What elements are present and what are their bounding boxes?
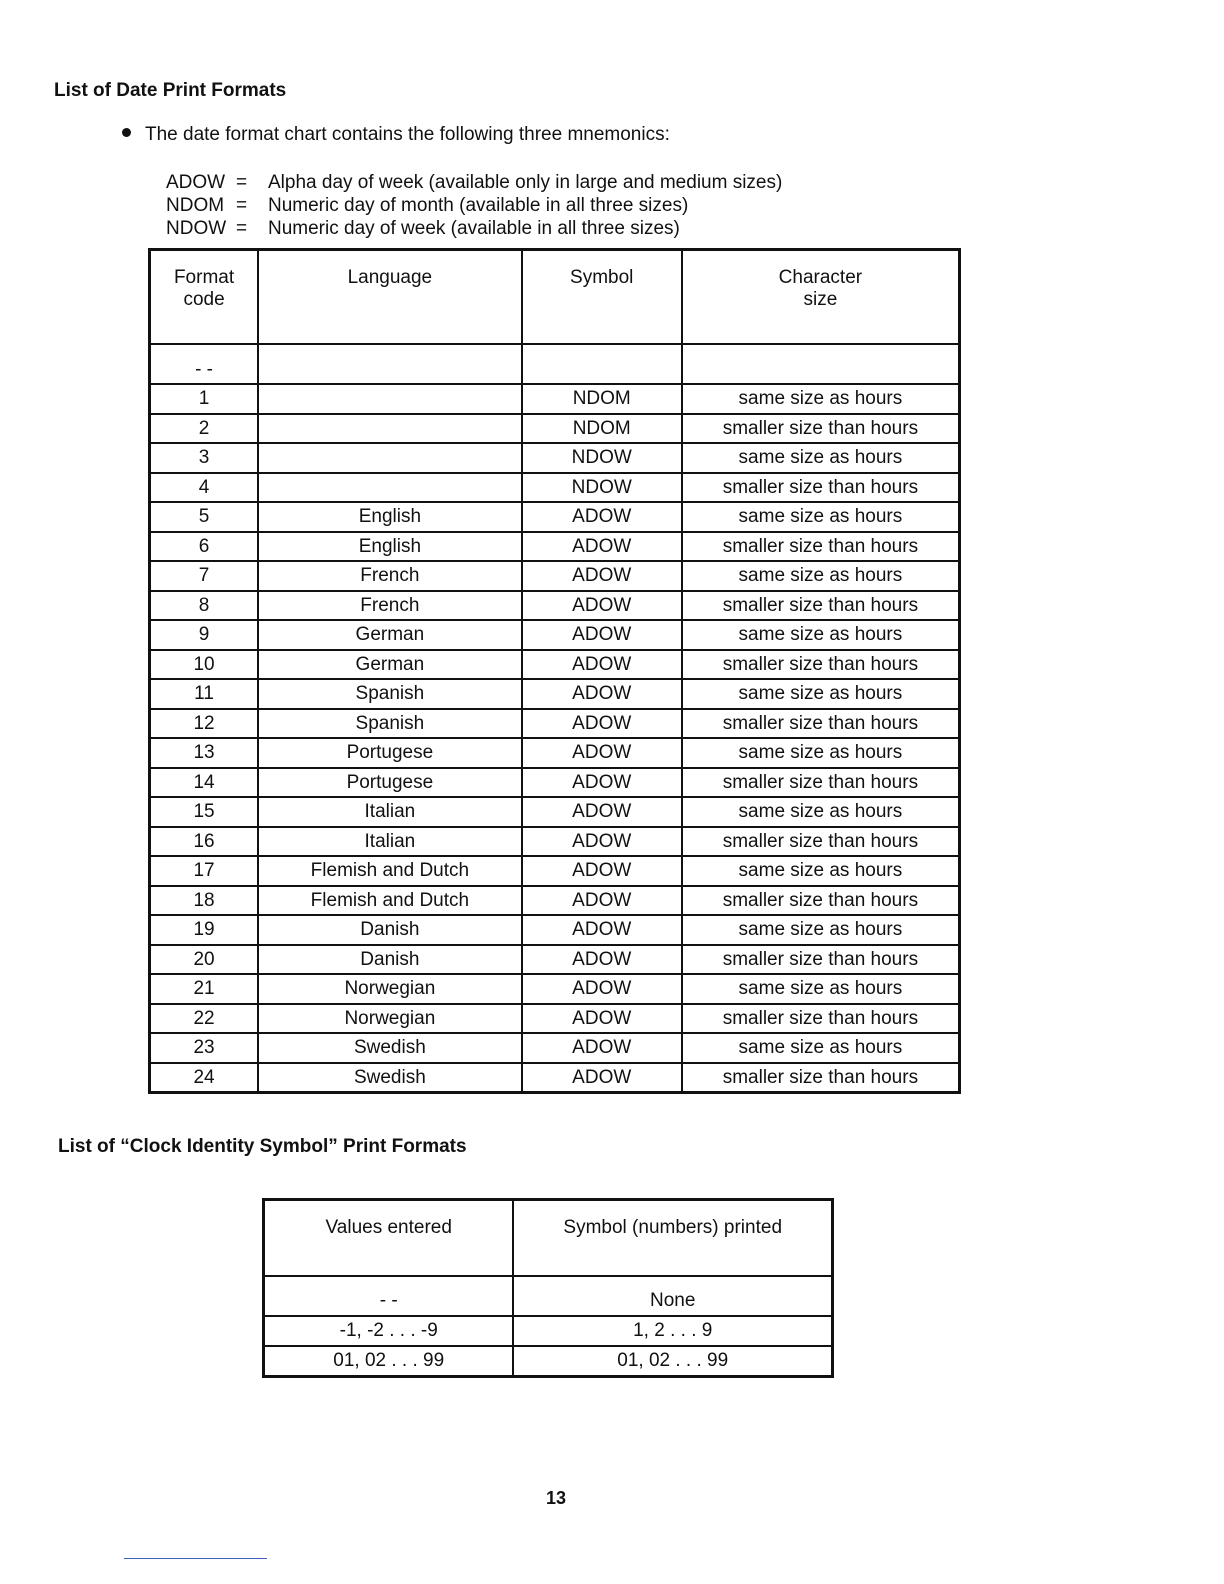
table-row [150, 1063, 960, 1093]
cell-language [258, 473, 522, 503]
cell-format-code: 4 [150, 473, 259, 503]
header-size-line2: size [803, 289, 838, 310]
cell-size: same size as hours [682, 561, 960, 591]
cell-symbol: ADOW [522, 561, 682, 591]
header-language: Language [258, 250, 522, 345]
mnemonic-list [166, 171, 782, 240]
cell-symbol: ADOW [522, 945, 682, 975]
cell-format-code: 19 [150, 915, 259, 945]
cell-symbol: ADOW [522, 1063, 682, 1093]
date-formats-heading: List of Date Print Formats [54, 80, 287, 101]
cell-format-code: 9 [150, 620, 259, 650]
cell-size: smaller size than hours [682, 709, 960, 739]
table-row [150, 974, 960, 1004]
cell-size: same size as hours [682, 974, 960, 1004]
cell-size: smaller size than hours [682, 473, 960, 503]
cell-format-code: 15 [150, 797, 259, 827]
cell-symbol [522, 344, 682, 384]
cell-language: Spanish [258, 679, 522, 709]
table-row [150, 502, 960, 532]
cell-language: Swedish [258, 1063, 522, 1093]
cell-size: smaller size than hours [682, 945, 960, 975]
cell-symbol: ADOW [522, 502, 682, 532]
cell-symbol: NDOW [522, 443, 682, 473]
cell-language: Portugese [258, 768, 522, 798]
cell-format-code: 10 [150, 650, 259, 680]
cell-size [682, 344, 960, 384]
header-symbol-printed: Symbol (numbers) printed [513, 1200, 832, 1277]
table-row [150, 384, 960, 414]
cell-format-code: 7 [150, 561, 259, 591]
cell-size: same size as hours [682, 797, 960, 827]
cell-format-code: 13 [150, 738, 259, 768]
cell-size: same size as hours [682, 856, 960, 886]
cell-symbol: NDOW [522, 473, 682, 503]
cell-format-code: 6 [150, 532, 259, 562]
clock-symbol-heading: List of “Clock Identity Symbol” Print Formats [58, 1136, 467, 1157]
cell-symbol: ADOW [522, 886, 682, 916]
cell-format-code: 12 [150, 709, 259, 739]
cell-size: smaller size than hours [682, 650, 960, 680]
header-format-line1: Format [173, 267, 235, 288]
cell-symbol: ADOW [522, 591, 682, 621]
cell-symbol: ADOW [522, 915, 682, 945]
cell-size: same size as hours [682, 502, 960, 532]
mnemonic-description: Alpha day of week (available only in large and medium sizes) [268, 172, 783, 193]
date-format-table [148, 248, 961, 1094]
cell-format-code: 16 [150, 827, 259, 857]
cell-size: same size as hours [682, 679, 960, 709]
table-row [150, 679, 960, 709]
mnemonic-equals: = [236, 172, 248, 193]
cell-language: French [258, 591, 522, 621]
cell-size: smaller size than hours [682, 1004, 960, 1034]
cell-language: Flemish and Dutch [258, 886, 522, 916]
cell-language: Portugese [258, 738, 522, 768]
mnemonic-equals: = [236, 218, 248, 239]
cell-size: same size as hours [682, 384, 960, 414]
cell-size: smaller size than hours [682, 591, 960, 621]
cell-symbol-printed: 1, 2 . . . 9 [513, 1316, 832, 1346]
cell-symbol: ADOW [522, 797, 682, 827]
mnemonic-code: NDOW [166, 218, 227, 239]
mnemonic-equals: = [236, 195, 248, 216]
mnemonic-row [166, 217, 782, 240]
cell-language: Flemish and Dutch [258, 856, 522, 886]
page-number: 13 [546, 1488, 567, 1508]
cell-values-entered: 01, 02 . . . 99 [264, 1346, 514, 1377]
table-header-row [264, 1200, 833, 1277]
cell-language: Norwegian [258, 974, 522, 1004]
cell-size: smaller size than hours [682, 532, 960, 562]
cell-format-code: 14 [150, 768, 259, 798]
cell-symbol: ADOW [522, 1033, 682, 1063]
cell-format-code: 23 [150, 1033, 259, 1063]
cell-symbol: ADOW [522, 650, 682, 680]
table-row [150, 768, 960, 798]
cell-size: same size as hours [682, 1033, 960, 1063]
table-row [150, 620, 960, 650]
cell-format-code: 3 [150, 443, 259, 473]
cell-format-code: 1 [150, 384, 259, 414]
cell-format-code: 22 [150, 1004, 259, 1034]
cell-language: Italian [258, 797, 522, 827]
cell-symbol: NDOM [522, 384, 682, 414]
table-row [150, 443, 960, 473]
clock-symbol-table [262, 1198, 834, 1378]
table-row [150, 591, 960, 621]
cell-size: same size as hours [682, 915, 960, 945]
cell-format-code: - - [150, 344, 259, 384]
table-row [264, 1276, 833, 1316]
cell-format-code: 20 [150, 945, 259, 975]
cell-language: Spanish [258, 709, 522, 739]
bullet-icon [122, 128, 131, 137]
cell-language [258, 414, 522, 444]
cell-language: Italian [258, 827, 522, 857]
table-row [150, 709, 960, 739]
table-row [150, 650, 960, 680]
header-format-code [150, 250, 259, 345]
cell-symbol: ADOW [522, 827, 682, 857]
table-row [150, 945, 960, 975]
header-symbol: Symbol [522, 250, 682, 345]
table-row [150, 856, 960, 886]
intro-bullet [122, 124, 670, 146]
cell-language: Norwegian [258, 1004, 522, 1034]
table-row [150, 827, 960, 857]
cell-format-code: 11 [150, 679, 259, 709]
table-row [150, 886, 960, 916]
cell-language [258, 344, 522, 384]
cell-size: same size as hours [682, 620, 960, 650]
table-row [150, 915, 960, 945]
mnemonic-description: Numeric day of week (available in all three sizes) [268, 218, 680, 239]
intro-text: The date format chart contains the following three mnemonics: [145, 124, 670, 145]
cell-size: smaller size than hours [682, 1063, 960, 1093]
header-size-line1: Character [778, 267, 863, 288]
mnemonic-row [166, 194, 782, 217]
cell-language: Swedish [258, 1033, 522, 1063]
mnemonic-code: NDOM [166, 195, 225, 216]
cell-symbol-printed: 01, 02 . . . 99 [513, 1346, 832, 1377]
cell-size: same size as hours [682, 443, 960, 473]
cell-language: English [258, 502, 522, 532]
mnemonic-row [166, 171, 782, 194]
cell-size: smaller size than hours [682, 827, 960, 857]
cell-language: French [258, 561, 522, 591]
table-row [150, 1033, 960, 1063]
cell-symbol: ADOW [522, 532, 682, 562]
table-row [150, 1004, 960, 1034]
cell-symbol: NDOM [522, 414, 682, 444]
table-row [150, 797, 960, 827]
table-row [150, 532, 960, 562]
table-row [150, 561, 960, 591]
cell-values-entered: -1, -2 . . . -9 [264, 1316, 514, 1346]
cell-format-code: 21 [150, 974, 259, 1004]
cell-symbol: ADOW [522, 709, 682, 739]
header-format-line2: code [183, 289, 225, 310]
cell-symbol: ADOW [522, 856, 682, 886]
cell-format-code: 2 [150, 414, 259, 444]
cell-format-code: 8 [150, 591, 259, 621]
cell-symbol: ADOW [522, 738, 682, 768]
mnemonic-description: Numeric day of month (available in all three sizes) [268, 195, 689, 216]
cell-language: Danish [258, 915, 522, 945]
table-header-row [150, 250, 960, 345]
mnemonic-code: ADOW [166, 172, 226, 193]
cell-size: same size as hours [682, 738, 960, 768]
table-row [150, 414, 960, 444]
cell-format-code: 18 [150, 886, 259, 916]
table-row [150, 738, 960, 768]
cell-language: English [258, 532, 522, 562]
cell-size: smaller size than hours [682, 414, 960, 444]
cell-language [258, 384, 522, 414]
cell-format-code: 17 [150, 856, 259, 886]
table-row [150, 344, 960, 384]
cell-format-code: 24 [150, 1063, 259, 1093]
cell-symbol: ADOW [522, 974, 682, 1004]
table-row [264, 1346, 833, 1377]
cell-symbol-printed: None [513, 1276, 832, 1316]
cell-symbol: ADOW [522, 768, 682, 798]
cell-language: German [258, 650, 522, 680]
cell-language: Danish [258, 945, 522, 975]
cell-size: smaller size than hours [682, 768, 960, 798]
cell-language [258, 443, 522, 473]
header-character-size [682, 250, 960, 345]
cell-values-entered: - - [264, 1276, 514, 1316]
cell-language: German [258, 620, 522, 650]
table-row [264, 1316, 833, 1346]
cell-size: smaller size than hours [682, 886, 960, 916]
cell-format-code: 5 [150, 502, 259, 532]
header-values-entered: Values entered [264, 1200, 514, 1277]
cell-symbol: ADOW [522, 620, 682, 650]
cell-symbol: ADOW [522, 679, 682, 709]
table-row [150, 473, 960, 503]
footer-divider [124, 1558, 267, 1559]
cell-symbol: ADOW [522, 1004, 682, 1034]
